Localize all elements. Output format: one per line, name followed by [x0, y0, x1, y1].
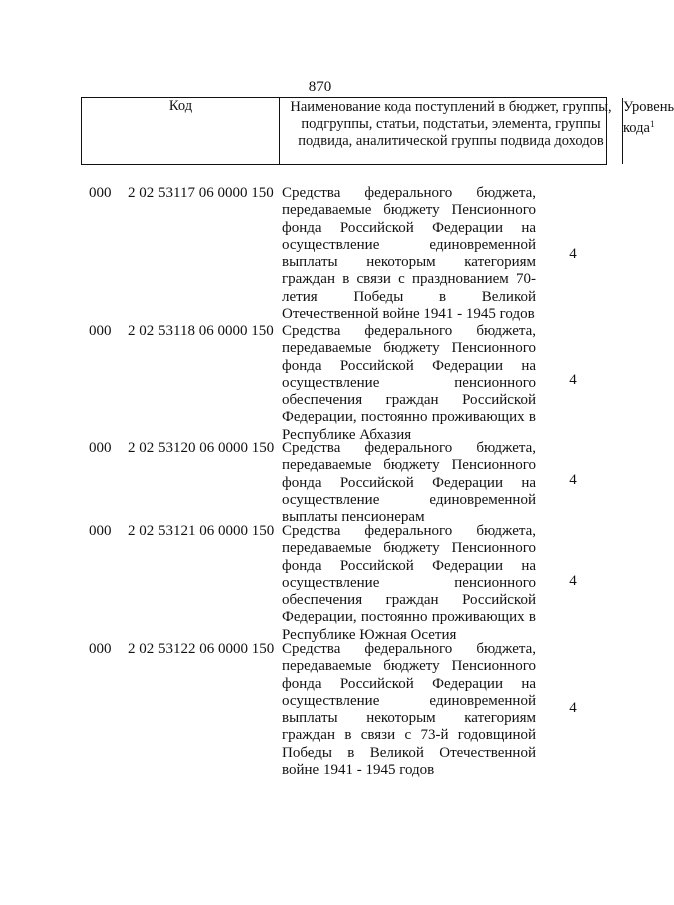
- revenue-code: 2 02 53120 06 0000 150: [128, 440, 275, 456]
- revenue-code: 2 02 53121 06 0000 150: [128, 523, 275, 539]
- table-header: [81, 97, 674, 165]
- revenue-name: Средства федерального бюджета, передаваемые бюджету Пенсионного фонда Российской Федерации на осуществление единовременной выплаты некоторым категориям граждан в связи с празднованием 70-летия Победы в Великой Отечественной войне 1941 - 1945 годов: [282, 185, 536, 323]
- code-level: 4: [569, 246, 577, 262]
- header-level-label: Уровень кода: [623, 99, 674, 136]
- header-level-footnote: 1: [649, 119, 655, 129]
- revenue-code: 2 02 53117 06 0000 150: [128, 185, 274, 201]
- header-name-cell: [280, 98, 623, 164]
- code-level: 4: [569, 573, 577, 589]
- page-number: 870: [308, 79, 332, 95]
- header-code-label: Код: [168, 98, 193, 114]
- revenue-name: Средства федерального бюджета, передаваемые бюджету Пенсионного фонда Российской Федерации на осуществление единовременной выплаты некоторым категориям граждан в связи с 73-й годовщиной Победы в Великой Отечественной войне 1941 - 1945 годов: [282, 641, 536, 779]
- revenue-name: Средства федерального бюджета, передаваемые бюджету Пенсионного фонда Российской Федерации на осуществление пенсионного обеспечения граждан Российской Федерации, постоянно проживающих в Республике Южная Осетия: [282, 523, 536, 643]
- revenue-name: Средства федерального бюджета, передаваемые бюджету Пенсионного фонда Российской Федерации на осуществление единовременной выплаты пенсионерам: [282, 440, 536, 526]
- revenue-name: Средства федерального бюджета, передаваемые бюджету Пенсионного фонда Российской Федерации на осуществление пенсионного обеспечения граждан Российской Федерации, постоянно проживающих в Республике Абхазия: [282, 323, 536, 443]
- admin-code: 000: [89, 323, 112, 339]
- revenue-code: 2 02 53122 06 0000 150: [128, 641, 275, 657]
- header-name-label: Наименование кода поступлений в бюджет, группы, подгруппы, статьи, подстатьи, элемента, группы подвида, аналитической группы подвида доходов: [290, 99, 612, 149]
- header-code-cell: [82, 98, 280, 164]
- revenue-code: 2 02 53118 06 0000 150: [128, 323, 274, 339]
- code-level: 4: [569, 372, 577, 388]
- admin-code: 000: [89, 440, 112, 456]
- code-level: 4: [569, 472, 577, 488]
- admin-code: 000: [89, 185, 112, 201]
- admin-code: 000: [89, 641, 112, 657]
- code-level: 4: [569, 700, 577, 716]
- admin-code: 000: [89, 523, 112, 539]
